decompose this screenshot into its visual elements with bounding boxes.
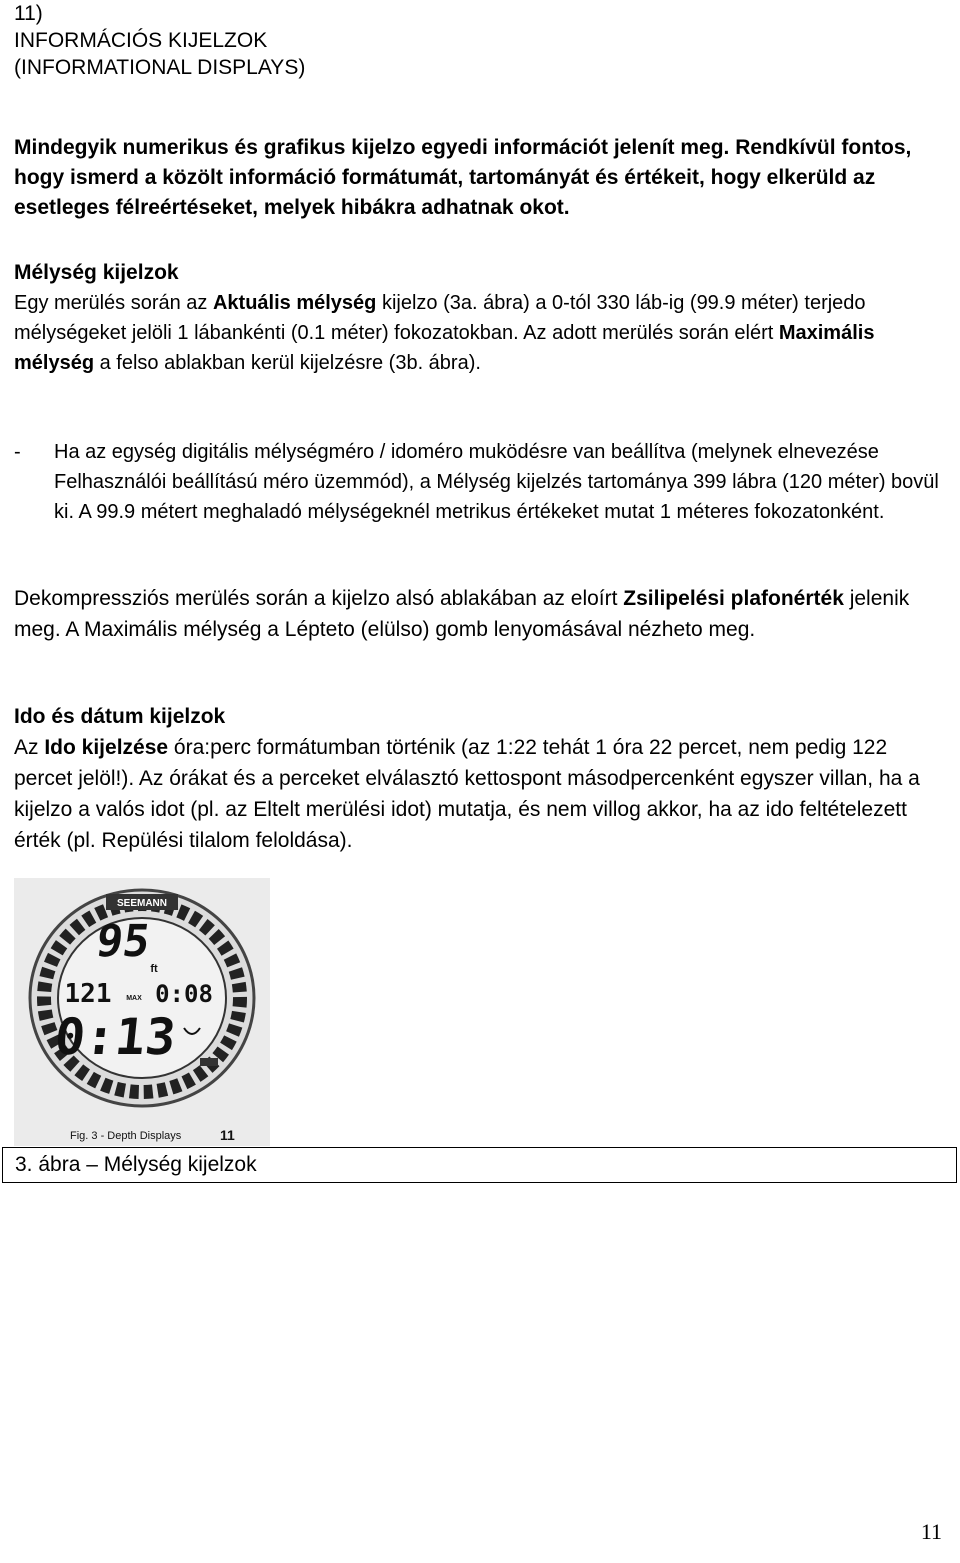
figure-number: 11	[220, 1127, 235, 1143]
max-label: MAX	[126, 995, 142, 1002]
deco-paragraph: Dekompressziós merülés során a kijelzo alsó ablakában az eloírt Zsilipelési plafonérték jelenik meg. A Maximális mélység a Lépteto (elülso) gomb lenyomásával nézheto meg.	[14, 587, 910, 641]
figure-caption: 3. ábra – Mélység kijelzok	[15, 1153, 257, 1176]
time-display-term: Ido kijelzése	[44, 736, 169, 759]
bullet-dash: -	[14, 441, 21, 463]
time-big-value: 0:13	[52, 1007, 179, 1066]
depth-paragraph: Egy merülés során az Aktuális mélység kijelzo (3a. ábra) a 0-tól 330 láb-ig (99.9 méter) terjedo mélységeket jelöli 1 lábankénti (0.1 méter) fokozatokban. Az adott merülés során elért Maximális mélység a felso ablakban kerül kijelzésre (3b. ábra).	[14, 292, 875, 374]
max-depth-value: 95	[93, 916, 154, 967]
depth-display-figure	[14, 878, 270, 1146]
intro-paragraph: Mindegyik numerikus és grafikus kijelzo egyedi információt jelenít meg. Rendkívül fontos, hogy ismerd a közölt információ formátumát, tartományát és értékeit, hogy elkerüld az esetleges félreértéseket, melyek hibákra adhatnak okot.	[14, 136, 912, 219]
time-top-value: 0:08	[155, 980, 213, 1008]
brand-label: SEEMANN	[116, 898, 168, 909]
max-depth-term: Maximális mélység	[14, 322, 875, 374]
bullet-text: Ha az egység digitális mélységméro / idoméro muködésre van beállítva (melynek elnevezése Felhasználói beállítású méro üzemmód), a Mélység kijelzés tartománya 399 lábra (120 méter) bovül ki. A 99.9 métert meghaladó mélységeknél metrikus értékeket mutat 1 méteres fokozatonként.	[54, 441, 939, 523]
page-number: 11	[920, 1519, 942, 1544]
current-depth-term: Aktuális mélység	[212, 292, 377, 314]
time-paragraph: Az Ido kijelzése óra:perc formátumban történik (az 1:22 tehát 1 óra 22 percet, nem pedig 122 percet jelöl!). Az órákat és a perceket elválasztó kettospont másodpercenként egyszer villan, ha a kijelzo a valós idot (pl. az Eltelt merülési idot) mutatja, és nem villog akkor, ha az ido feltételezett érték (pl. Repülési tilalom feloldása).	[14, 736, 920, 852]
time-heading: Ido és dátum kijelzok	[14, 705, 226, 728]
battery-icon	[200, 1058, 218, 1066]
section-number: 11)	[14, 2, 43, 25]
ceiling-term: Zsilipelési plafonérték	[623, 587, 844, 610]
section-header	[14, 0, 305, 81]
figure-caption-box	[2, 1147, 957, 1183]
left-value: 121	[64, 979, 112, 1009]
bullet-item	[14, 437, 949, 527]
depth-unit: ft	[150, 963, 158, 975]
figure-label: Fig. 3 - Depth Displays	[70, 1130, 182, 1142]
time-section	[14, 701, 949, 856]
depth-heading: Mélység kijelzok	[14, 261, 179, 284]
dive-computer-illustration	[14, 878, 270, 1146]
depth-section	[14, 258, 949, 378]
section-title-english: (INFORMATIONAL DISPLAYS)	[14, 56, 306, 79]
section-title: INFORMÁCIÓS KIJELZOK	[14, 29, 268, 52]
